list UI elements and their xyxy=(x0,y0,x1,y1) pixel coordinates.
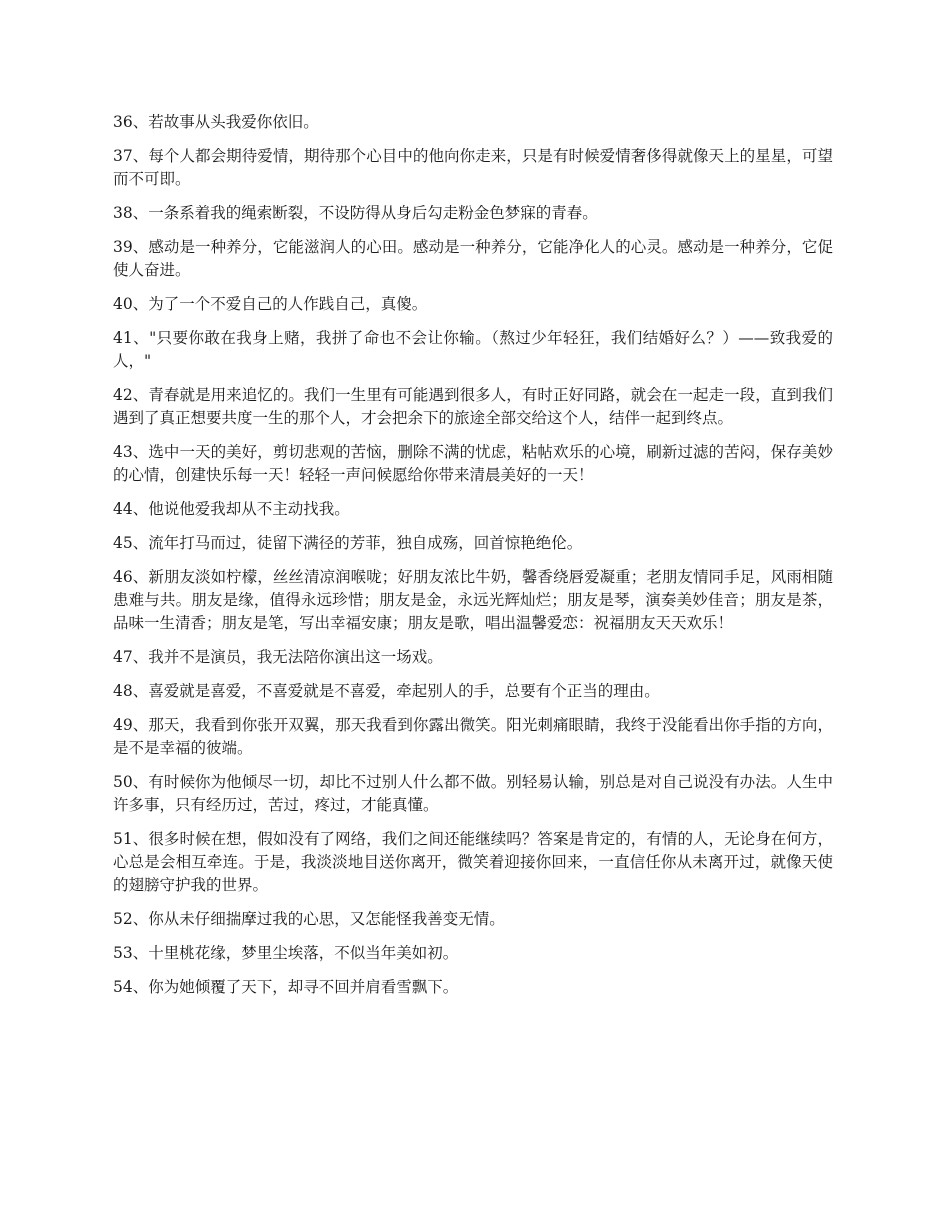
paragraph-39: 39、感动是一种养分，它能滋润人的心田。感动是一种养分，它能净化人的心灵。感动是一种养分，它促使人奋进。 xyxy=(113,238,833,279)
paragraph-51: 51、很多时候在想，假如没有了网络，我们之间还能继续吗？答案是肯定的，有情的人，无论身在何方，心总是会相互牵连。于是，我淡淡地目送你离开，微笑着迎接你回来，一直信任你从未离开过，就像天使的翅膀守护我的世界。 xyxy=(113,830,833,894)
paragraph-43: 43、选中一天的美好，剪切悲观的苦恼，删除不满的忧虑，粘帖欢乐的心境，刷新过滤的苦闷，保存美妙的心情，创建快乐每一天！轻轻一声问候愿给你带来清晨美好的一天！ xyxy=(113,443,833,484)
paragraph-40: 40、为了一个不爱自己的人作践自己，真傻。 xyxy=(113,295,428,313)
paragraph-53: 53、十里桃花缘，梦里尘埃落，不似当年美如初。 xyxy=(113,944,459,962)
paragraph-52: 52、你从未仔细揣摩过我的心思，又怎能怪我善变无情。 xyxy=(113,910,505,928)
paragraph-50: 50、有时候你为他倾尽一切，却比不过别人什么都不做。别轻易认输，别总是对自己说没有办法。人生中许多事，只有经历过，苦过，疼过，才能真懂。 xyxy=(113,773,833,814)
paragraph-37: 37、每个人都会期待爱情，期待那个心目中的他向你走来，只是有时候爱情奢侈得就像天上的星星，可望而不可即。 xyxy=(113,147,833,188)
document-body xyxy=(113,111,833,1010)
paragraph-49: 49、那天，我看到你张开双翼，那天我看到你露出微笑。阳光刺痛眼睛，我终于没能看出你手指的方向，是不是幸福的彼端。 xyxy=(113,716,833,757)
paragraph-42: 42、青春就是用来追忆的。我们一生里有可能遇到很多人，有时正好同路，就会在一起走一段，直到我们遇到了真正想要共度一生的那个人，才会把余下的旅途全部交给这个人，结伴一起到终点。 xyxy=(113,386,833,427)
paragraph-38: 38、一条系着我的绳索断裂，不设防得从身后勾走粉金色梦寐的青春。 xyxy=(113,204,598,222)
paragraph-46: 46、新朋友淡如柠檬，丝丝清凉润喉咙；好朋友浓比牛奶，馨香绕唇爱凝重；老朋友情同手足，风雨相随患难与共。朋友是缘，值得永远珍惜；朋友是金，永远光辉灿烂；朋友是琴，演奏美妙佳音；朋友是茶，品味一生清香；朋友是笔，写出幸福安康；朋友是歌，唱出温馨爱恋：祝福朋友天天欢乐！ xyxy=(113,568,833,632)
paragraph-48: 48、喜爱就是喜爱，不喜爱就是不喜爱，牵起别人的手，总要有个正当的理由。 xyxy=(113,682,660,700)
paragraph-47: 47、我并不是演员，我无法陪你演出这一场戏。 xyxy=(113,648,443,666)
paragraph-54: 54、你为她倾覆了天下，却寻不回并肩看雪飘下。 xyxy=(113,978,459,996)
paragraph-41: 41、"只要你敢在我身上赌，我拼了命也不会让你输。（熬过少年轻狂，我们结婚好么？）——致我爱的人，" xyxy=(113,329,833,370)
paragraph-45: 45、流年打马而过，徒留下满径的芳菲，独自成殇，回首惊艳绝伦。 xyxy=(113,534,583,552)
paragraph-44: 44、他说他爱我却从不主动找我。 xyxy=(113,500,350,518)
paragraph-36: 36、若故事从头我爱你依旧。 xyxy=(113,113,319,131)
